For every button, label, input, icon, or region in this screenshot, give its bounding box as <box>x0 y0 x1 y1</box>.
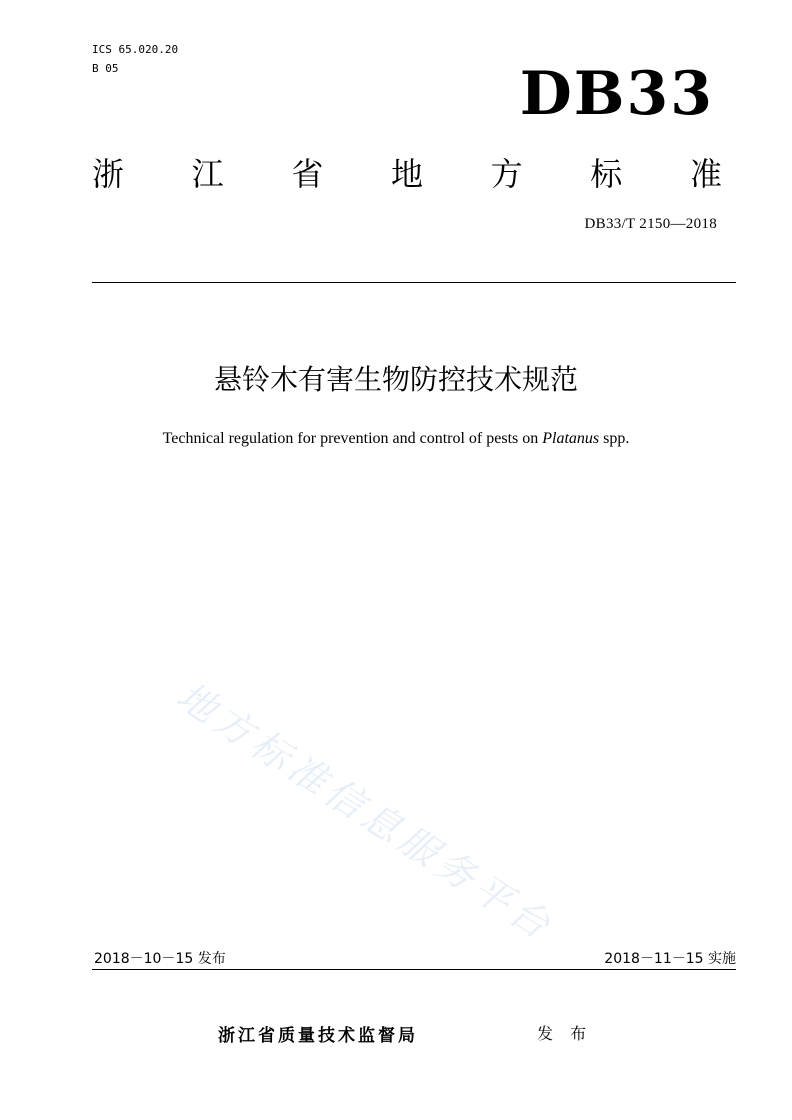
standard-mark: DB33 <box>519 59 714 129</box>
title-english-genus: Platanus <box>542 430 600 447</box>
release-label: 发 布 <box>537 1024 593 1043</box>
standard-number: DB33/T 2150—2018 <box>584 216 717 232</box>
title-english-prefix: Technical regulation for prevention and control of pests on <box>162 430 543 447</box>
title-english-suffix: spp. <box>599 430 630 447</box>
watermark: 地方标准信息服务平台 <box>169 673 563 951</box>
top-divider <box>92 282 736 283</box>
classification-codes <box>92 40 178 78</box>
province-standard-heading <box>92 152 722 196</box>
province-char: 准 <box>689 155 722 193</box>
province-char: 方 <box>490 155 523 193</box>
implementation-date: 2018－11－15 实施 <box>604 951 736 967</box>
bottom-divider <box>92 969 736 970</box>
ics-code: ICS 65.020.20 <box>92 43 179 56</box>
province-char: 江 <box>191 155 224 193</box>
title-english <box>0 430 792 448</box>
province-char: 省 <box>291 155 324 193</box>
province-char: 标 <box>590 155 623 193</box>
province-char: 浙 <box>92 155 125 193</box>
province-char: 地 <box>390 155 423 193</box>
issue-date: 2018－10－15 发布 <box>94 951 226 967</box>
ccs-code: B 05 <box>92 62 119 75</box>
issuing-authority: 浙江省质量技术监督局 <box>218 1026 418 1046</box>
title-chinese: 悬铃木有害生物防控技术规范 <box>213 363 578 396</box>
